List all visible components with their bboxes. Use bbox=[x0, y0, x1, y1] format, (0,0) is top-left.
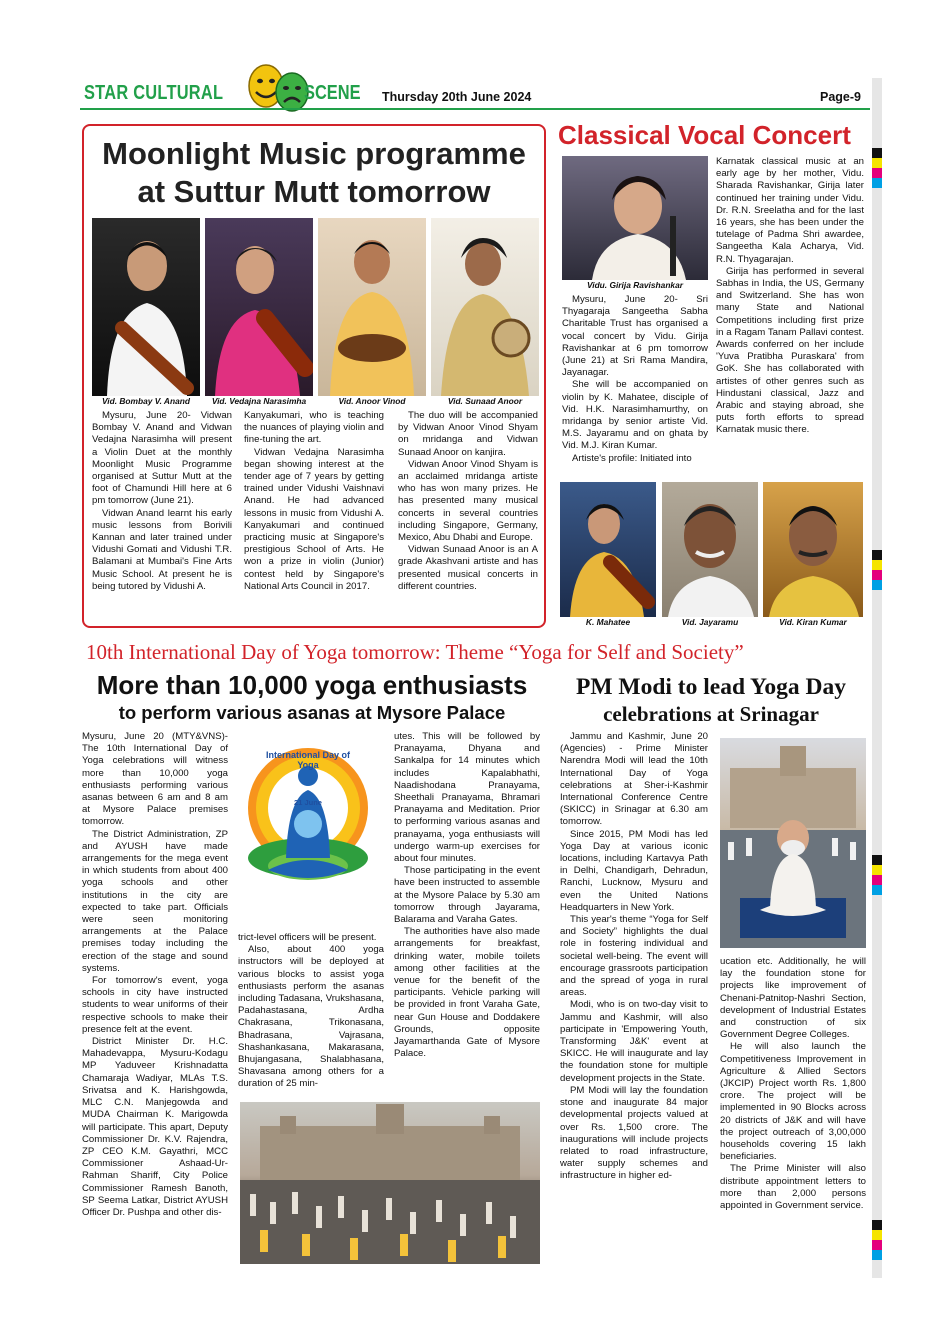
paragraph: Vidwan Vedajna Narasimha began showing interest at the tender age of 7 years by getting trained under Vidushi Vaishnavi Anand. He had advanced lessons in music from Vidushi A. Kanyakumari and continued practicing music at Singapore's prestigious School of Arts. He won a prize in violin (Junior) contest held by Singapore's National Arts Council in 2017. bbox=[244, 446, 384, 592]
registration-marks-1 bbox=[872, 148, 882, 188]
paragraph: She will be accompanied on violin by K. Mahatee, disciple of Vid. H.K. Narasimhamurthy, on mridanga by senior artiste Vid. M.S. Jayaramu and on ghata by Vid. M.J. Kiran Kumar. bbox=[562, 379, 708, 452]
yoga-day-logo bbox=[238, 738, 378, 918]
photo-vedajna-narasimha bbox=[205, 218, 313, 396]
paragraph: PM Modi will lay the foundation stone and inaugurate 84 major developmental projects valued at over Rs. 1,500 crore. The inaugurations will include projects related to road infrastructure, water supply schemes and infrastructure in higher ed- bbox=[560, 1084, 708, 1182]
paragraph: Artiste's profile: Initiated into bbox=[572, 452, 692, 464]
photo-kiran-kumar bbox=[763, 482, 863, 617]
paragraph: Girija has performed in several Sabhas in India, the US, Germany and Switzerland. She has won many State and National Competitions including first prize in a Ragam Tanam Pallavi contest. Awards conferred on her include 'Yuva Pratibha Puraskara' from GoK. She has collaborated with artistes of other genres such as Hindustani classical, Jazz and Arabic and staying abroad, she puts forth efforts to spread Karnatak music there. bbox=[716, 265, 864, 436]
margin-strip bbox=[872, 78, 882, 1278]
paragraph: Vidwan Anand learnt his early music lessons from Borivili Kannan and later trained under Vidushi Gomati and Vidushi T.R. Balamani at Mumbai's Fine Arts Music School. At present he is being tutored by Vidushi A. bbox=[92, 507, 232, 592]
paragraph: The authorities have also made arrangements for breakfast, drinking water, mobile toilets among other facilities at the venue for the benefit of the participants. Vehicle parking will be provided in front Varaha Gate, near Gun House and Doddakere Grounds, opposite Jayamarthanda Gate of Mysore Palace. bbox=[394, 926, 540, 1060]
moonlight-title-2: at Suttur Mutt tomorrow bbox=[137, 174, 491, 209]
modi-headline-1: PM Modi to lead Yoga Day bbox=[575, 674, 846, 700]
photo-anoor-vinod bbox=[318, 218, 426, 396]
paragraph: Since 2015, PM Modi has led Yoga Day at various iconic locations, including Kartavya Path in Delhi, Chandigarh, Dehradun, Ranchi, Lucknow, Mysuru and even the United Nations Headquarters in New York. bbox=[560, 828, 708, 913]
paragraph: Vidwan Anoor Vinod Shyam is an acclaimed mridanga artiste who has won many prizes. He has presented many musical concerts in several countries including Singapore, Germany, Mexico, Abu Dhabi and Europe. bbox=[398, 458, 538, 544]
moonlight-col-1 bbox=[92, 410, 232, 593]
paragraph: The duo will be accompanied by Vidwan Anoor Vinod Shyam on mridanga and Vidwan Sunaad Anoor on kanjira. bbox=[398, 410, 538, 458]
moonlight-title-1: Moonlight Music programme bbox=[102, 136, 526, 171]
modi-headline-2: celebrations at Srinagar bbox=[603, 702, 819, 726]
moonlight-col-2 bbox=[244, 410, 384, 593]
registration-marks-3 bbox=[872, 855, 882, 895]
yoga-headline-1: More than 10,000 yoga enthusiasts bbox=[96, 670, 528, 700]
paragraph: Mysuru, June 20- Vidwan Bombay V. Anand and Vidwan Vedajna Narasimha will present a Violin Duet at the monthly Moonlight Music Programme organised at Suttur Mutt at the foot of Chamundi Hill here at 6 pm tomorrow (June 21). bbox=[92, 410, 232, 507]
classical-col-1 bbox=[562, 294, 708, 465]
masthead bbox=[80, 78, 870, 110]
yoga-col-3 bbox=[394, 731, 540, 1060]
moonlight-article bbox=[82, 124, 546, 628]
registration-marks-4 bbox=[872, 1220, 882, 1260]
paragraph: He will also launch the Competitiveness Improvement in Agriculture & Allied Sectors (JKCIP) Project worth Rs. 1,800 crore. The project will be implemented in 90 Blocks across 20 districts of J&K and will have the project outreach of 3,00,000 households covering 15 lakh beneficiaries. bbox=[720, 1041, 866, 1163]
logo-title: International Day of Yoga bbox=[265, 750, 350, 770]
header-rule bbox=[80, 108, 870, 110]
paragraph: ucation etc. Additionally, he will lay the foundation stone for projects like improvement of Chenani-Patnitop-Nashri Section, development of Industrial Estates and construction of six Government Degree Colleges. bbox=[720, 956, 866, 1041]
paragraph: The Prime Minister will also distribute appointment letters to more than 2,000 persons appointed in Government service. bbox=[720, 1163, 866, 1212]
paragraph: Modi, who is on two-day visit to Jammu and Kashmir, will also participate in 'Empowering Youth, Transforming J&K' event at SKICC. He will inaugurate and lay the foundation stone for multiple development projects in the State. bbox=[560, 999, 708, 1084]
issue-date: Thursday 20th June 2024 bbox=[382, 90, 532, 104]
paragraph: This year's theme “Yoga for Self and Society” highlights the dual role in fostering individual and societal well-being. The event will encourage grassroots participation and the spread of yoga in rural areas. bbox=[560, 914, 708, 999]
photo-bombay-anand bbox=[92, 218, 200, 396]
photo-girija-ravishankar bbox=[562, 156, 708, 280]
classical-col-2 bbox=[716, 156, 864, 437]
paragraph: Those participating in the event have been instructed to assemble at the Mysore Palace by 5.30 am tomorrow through Jayarama, Balarama and Varaha Gates. bbox=[394, 865, 540, 926]
caption-girija: Vidu. Girija Ravishankar bbox=[562, 280, 708, 290]
page-number: Page-9 bbox=[820, 90, 861, 104]
caption-sunaad-anoor: Vid. Sunaad Anoor bbox=[431, 396, 539, 406]
registration-marks-2 bbox=[872, 550, 882, 590]
paragraph: District Minister Dr. H.C. Mahadevappa, Mysuru-Kodagu MP Yaduveer Krishnadatta Chamaraja Wadiyar, MLAs T.S. Srivatsa and K. Harishgowda, MLC C.N. Manjegowda and MUDA Chairman K. Marigowda will participate. This apart, Deputy Commissioner Dr. K.V. Rajendra, ZP CEO K.M. Gayathri, MCC Commissioner Ashaad-Ur-Rahman Shariff, City Police Commissioner Ramesh Banoth, SP Seema Latkar, District AYUSH Officer Dr. Pushpa and other dis- bbox=[82, 1036, 228, 1218]
paragraph: Jammu and Kashmir, June 20 (Agencies) - Prime Minister Narendra Modi will lead the 10th International Day of Yoga celebrations at Sher-i-Kashmir International Conference Centre (SKICC) in Srinagar at 6.30 am tomorrow. bbox=[560, 731, 708, 828]
paragraph: Vidwan Sunaad Anoor is an A grade Akashvani artiste and has presented musical concerts in different countries. bbox=[398, 544, 538, 592]
yoga-col-2 bbox=[238, 932, 384, 1091]
paragraph: For tomorrow's event, yoga schools in city have instructed students to wear uniforms of their respective schools to make their presence felt at the event. bbox=[82, 975, 228, 1035]
modi-col-2 bbox=[720, 956, 866, 1212]
logo-date: 21 June bbox=[294, 798, 322, 807]
paragraph: Mysuru, June 20- Sri Thyagaraja Sangeetha Sabha Charitable Trust has organised a vocal concert by Vidu. Girija Ravishankar at 6 pm tomorrow (June 21) at Sri Rama Mandira, Jayanagar. bbox=[562, 294, 708, 379]
classical-title: Classical Vocal Concert bbox=[558, 120, 851, 150]
photo-jayaramu bbox=[662, 482, 758, 617]
photo-sunaad-anoor bbox=[431, 218, 539, 396]
brand-right: SCENE bbox=[304, 82, 361, 104]
photo-palace-yoga-crowd bbox=[240, 1102, 540, 1264]
paragraph: The District Administration, ZP and AYUSH have made arrangements for the mega event in which students from about 400 yoga schools and other institutions in the city are expected to take part. Officials were seen monitoring arrangements at the Palace premises today including the erection of the stage and sound systems. bbox=[82, 828, 228, 974]
paragraph: utes. This will be followed by Pranayama, Dhyana and Sankalpa for 14 minutes which includes Kapalabhathi, Naadishodana Pranayama, Sheethali Pranayama, Bhramari Pranayama and Meditation. Prior to performing various asanas and pranayama, yoga enthusiasts will undergo warm-up exercises for about four minutes. bbox=[394, 731, 540, 865]
moonlight-col-3 bbox=[398, 410, 538, 593]
paragraph: Also, about 400 yoga instructors will be deployed at various blocks to assist yoga enthusiasts perform the asanas including Tadasana, Vrukshasana, Padahastasana, Ardha Chakrasana, Trikonasana, Bhadrasana, Vajrasana, Shashankasana, Makarasana, Bhujangasana, Shalabhasana, Shavasana among others for a duration of 25 min- bbox=[238, 944, 384, 1090]
brand-left: STAR CULTURAL bbox=[84, 82, 224, 104]
photo-pm-modi-yoga bbox=[720, 738, 866, 948]
caption-jayaramu: Vid. Jayaramu bbox=[662, 617, 758, 627]
caption-bombay-anand: Vid. Bombay V. Anand bbox=[92, 396, 200, 406]
paragraph: trict-level officers will be present. bbox=[238, 932, 377, 943]
paragraph: Karnatak classical music at an early age by her mother, Vidu. Sharada Ravishankar, Girija later continued her training under Vidu. Dr. R.N. Sreelatha and for the last 16 years, she has been under the tutelage of Padma Shri awardee, Sangeetha Kala Acharya, Vid. R.N. Thyagarajan. bbox=[716, 156, 864, 265]
caption-vedajna-narasimha: Vid. Vedajna Narasimha bbox=[205, 396, 313, 406]
yoga-banner: 10th International Day of Yoga tomorrow: Theme “Yoga for Self and Society” bbox=[86, 640, 744, 664]
caption-anoor-vinod: Vid. Anoor Vinod bbox=[318, 396, 426, 406]
yoga-col-1 bbox=[82, 731, 228, 1219]
paragraph: Kanyakumari, who is teaching the nuances of playing violin and fine-tuning the art. bbox=[244, 410, 384, 446]
modi-col-1 bbox=[560, 731, 708, 1183]
yoga-headline-2: to perform various asanas at Mysore Palace bbox=[118, 702, 506, 723]
photo-k-mahatee bbox=[560, 482, 656, 617]
paragraph: Mysuru, June 20 (MTY&VNS)- The 10th International Day of Yoga celebrations will witness more than 10,000 yoga enthusiasts performing various asanas between 6 am and 8 am at Mysore Palace premises tomorrow. bbox=[82, 731, 228, 828]
caption-mahatee: K. Mahatee bbox=[560, 617, 656, 627]
caption-kiran-kumar: Vid. Kiran Kumar bbox=[763, 617, 863, 627]
